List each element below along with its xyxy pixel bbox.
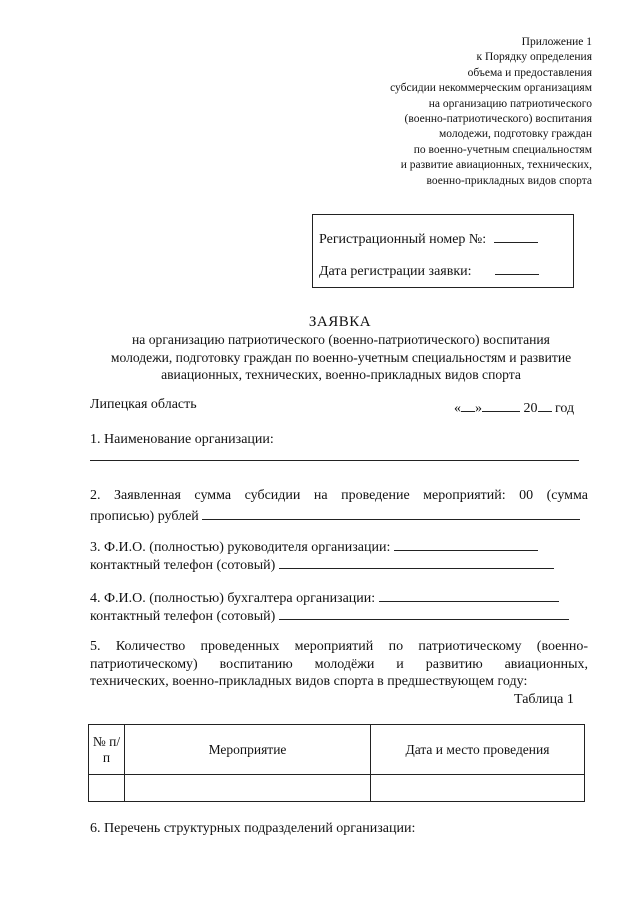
- cell-event[interactable]: [125, 775, 371, 802]
- table-1: [88, 724, 585, 802]
- appendix-line: объема и предоставления: [467, 66, 592, 79]
- appendix-line: к Порядку определения: [476, 51, 592, 64]
- date-day-field[interactable]: [461, 397, 475, 412]
- item-4-name-field[interactable]: [379, 587, 559, 602]
- appendix-line: и развитие авиационных, технических,: [400, 159, 592, 172]
- item-2: [90, 487, 588, 505]
- item-2-line-2: прописью) рублей: [90, 509, 199, 524]
- item-1-label: 1. Наименование организации:: [90, 432, 274, 447]
- table-1-caption: Таблица 1: [514, 692, 574, 707]
- document-subtitle: [86, 331, 596, 384]
- item-3-name-field[interactable]: [394, 536, 538, 551]
- registration-box: [312, 214, 574, 288]
- registration-date-label: Дата регистрации заявки:: [319, 264, 472, 279]
- date-year-suffix: год: [555, 401, 575, 416]
- item-3-line-1: 3. Ф.И.О. (полностью) руководителя организации:: [90, 540, 391, 555]
- header-number: № п/п: [89, 725, 125, 775]
- appendix-line: по военно-учетным специальностям: [413, 143, 592, 156]
- appendix-line: на организацию патриотического: [428, 97, 592, 110]
- registration-number-field[interactable]: [494, 229, 538, 243]
- appendix-line: военно-прикладных видов спорта: [426, 174, 592, 187]
- appendix-line: молодежи, подготовку граждан: [438, 128, 592, 141]
- subtitle-line: на организацию патриотического (военно-патриотического) воспитания: [132, 332, 550, 347]
- appendix-line: Приложение 1: [521, 36, 592, 48]
- table-row: [89, 775, 585, 802]
- item-4-line-1: 4. Ф.И.О. (полностью) бухгалтера организации:: [90, 591, 376, 606]
- subtitle-line: молодежи, подготовку граждан по военно-учетным специальностям и развитие: [110, 349, 572, 365]
- date-template: [454, 397, 574, 417]
- appendix-line: (военно-патриотического) воспитания: [404, 113, 592, 126]
- item-4-line-1-row: [90, 587, 559, 607]
- cell-number[interactable]: [89, 775, 125, 802]
- item-5-line-3: технических, военно-прикладных видов спорта в предшествующем году:: [90, 674, 528, 689]
- item-3-line-2-row: [90, 554, 554, 574]
- document-title: ЗАЯВКА: [308, 314, 372, 330]
- item-1-field[interactable]: [90, 460, 579, 461]
- registration-number-row: [319, 229, 538, 248]
- date-close-quote: »: [475, 401, 482, 416]
- cell-date-place[interactable]: [371, 775, 585, 802]
- item-2-line-2-row: [90, 505, 580, 525]
- item-3-line-2: контактный телефон (сотовый): [90, 558, 276, 573]
- item-6-label: 6. Перечень структурных подразделений организации:: [90, 821, 416, 836]
- item-3-phone-field[interactable]: [279, 554, 554, 569]
- header-event: Мероприятие: [125, 725, 371, 775]
- item-3-line-1-row: [90, 536, 538, 556]
- item-5-line-2: патриотическому) воспитанию молодёжи и развитию авиационных,: [90, 656, 588, 672]
- item-4-line-2-row: [90, 605, 569, 625]
- date-month-field[interactable]: [482, 397, 520, 412]
- appendix-line: субсидии некоммерческим организациям: [390, 82, 592, 95]
- date-year-field[interactable]: [538, 397, 552, 412]
- registration-number-label: Регистрационный номер №:: [319, 232, 487, 247]
- item-5: [90, 638, 588, 691]
- item-2-line-1: 2. Заявленная сумма субсидии на проведение мероприятий: 00 (сумма: [90, 488, 588, 503]
- item-4-line-2: контактный телефон (сотовый): [90, 609, 276, 624]
- registration-date-field[interactable]: [495, 261, 539, 275]
- date-open-quote: «: [454, 401, 461, 416]
- region-label: Липецкая область: [90, 397, 197, 412]
- table-header-row: [89, 725, 585, 775]
- registration-date-row: [319, 261, 539, 280]
- item-5-line-1: 5. Количество проведенных мероприятий по патриотическому (военно-: [90, 639, 588, 654]
- date-year-prefix: 20: [523, 401, 538, 416]
- appendix-header: [292, 35, 592, 189]
- subtitle-line: авиационных, технических, военно-прикладных видов спорта: [161, 367, 521, 382]
- header-date-place: Дата и место проведения: [371, 725, 585, 775]
- item-2-field[interactable]: [202, 505, 580, 520]
- item-4-phone-field[interactable]: [279, 605, 569, 620]
